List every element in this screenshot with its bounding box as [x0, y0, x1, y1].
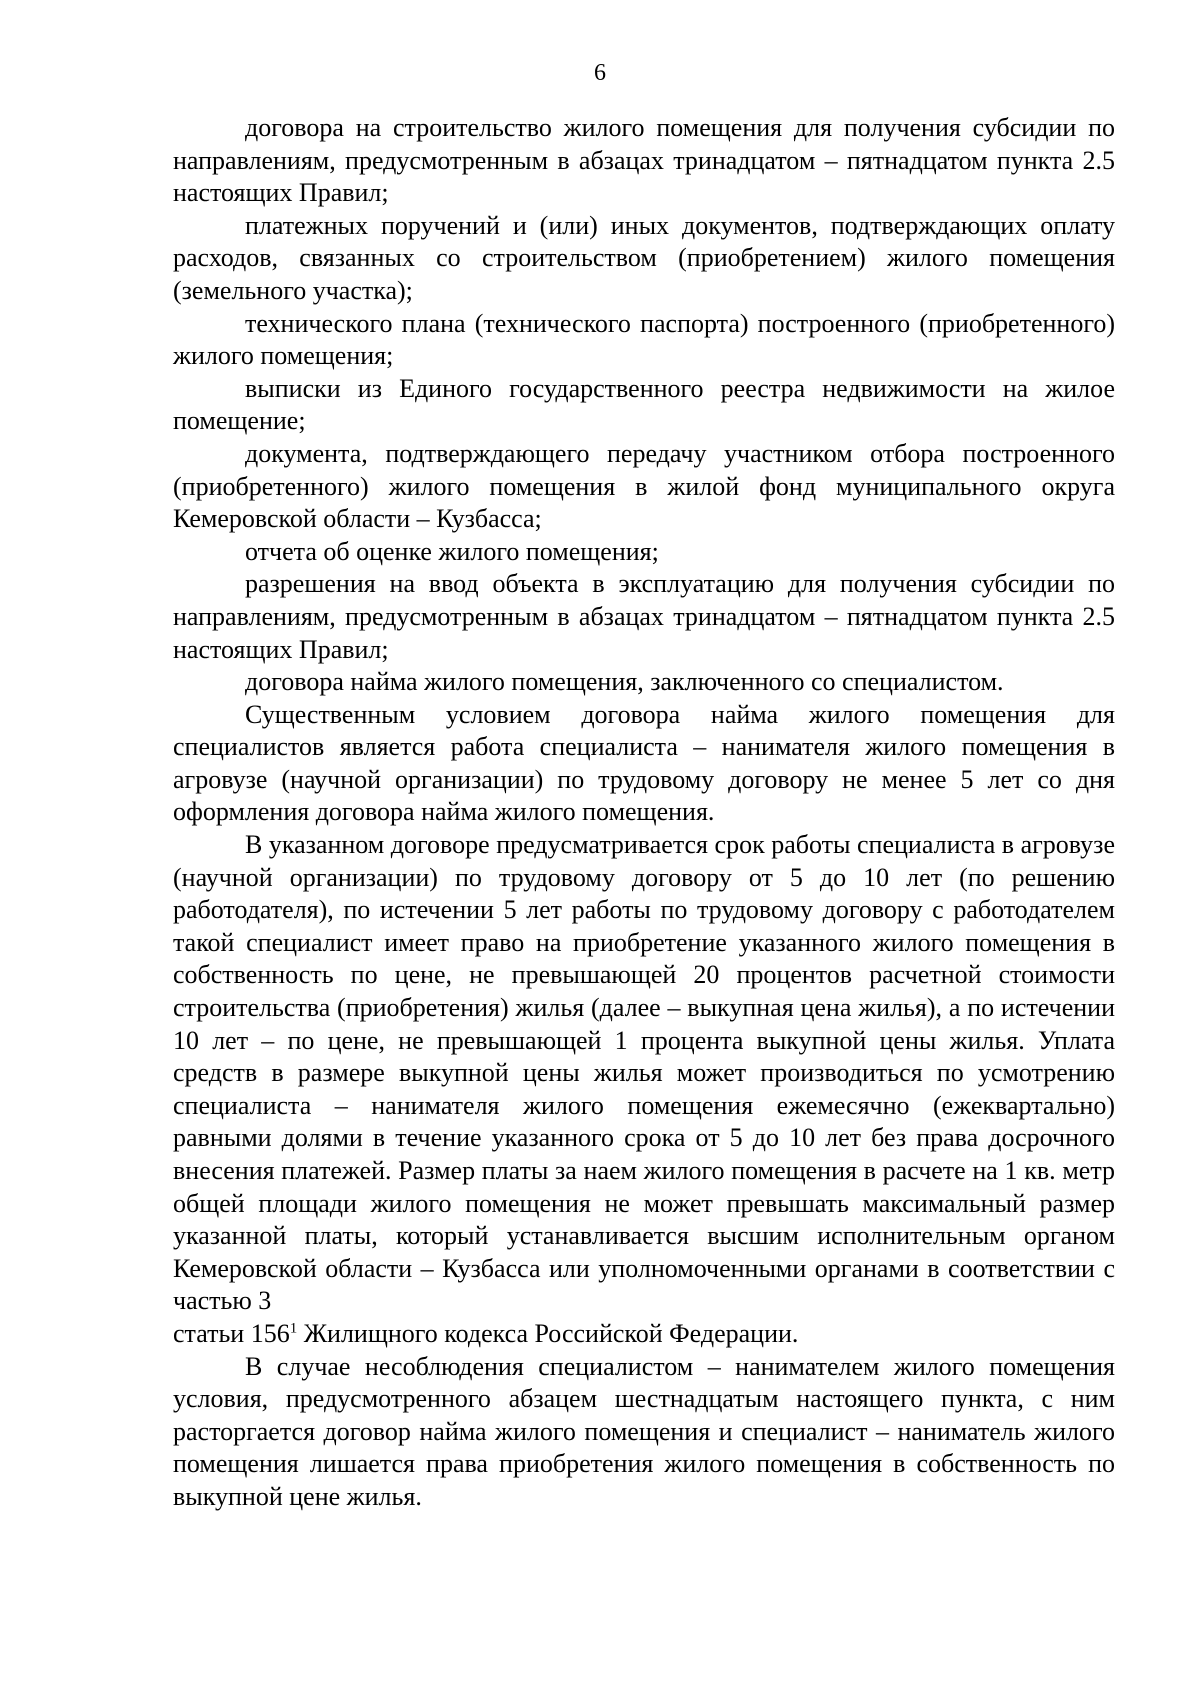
statute-superscript: 1 — [289, 1320, 298, 1337]
statute-prefix: статьи 156 — [173, 1318, 290, 1348]
page-number: 6 — [594, 60, 606, 86]
paragraph-valuation-report: отчета об оценке жилого помещения; — [245, 536, 659, 566]
paragraph-commissioning-permit: разрешения на ввод объекта в эксплуатацию для получения субсидии по направлениям, предусмотренным в абзацах тринадцатом – пятнадцатом пункта 2.5 настоящих Правил; — [173, 569, 1115, 664]
statute-reference — [173, 1319, 798, 1348]
statute-suffix: Жилищного кодекса Российской Федерации. — [297, 1318, 799, 1348]
paragraph-lease-contract: договора найма жилого помещения, заключенного со специалистом. — [245, 667, 1004, 697]
contract-terms-text: В указанном договоре предусматривается срок работы специалиста в агровузе (научной организации) по трудовому договору от 5 до 10 лет (по решению работодателя), по истечении 5 лет работы по трудовому договору с работодателем такой специалист имеет право на приобретение указанного жилого помещения в собственность по цене, не превышающей 20 процентов расчетной стоимости строительства (приобретения) жилья (далее – выкупная цена жилья), а по истечении 10 лет – по цене, не превышающей 1 процента выкупной цены жилья. Уплата средств в размере выкупной цены жилья может производиться по усмотрению специалиста – нанимателя жилого помещения ежемесячно (ежеквартально) равными долями в течение указанного срока от 5 до 10 лет без права досрочного внесения платежей. Размер платы за наем жилого помещения в расчете на 1 кв. метр общей площади жилого помещения не может превышать максимальный размер указанной платы, который устанавливается высшим исполнительным органом Кемеровской области – Кузбасса или уполномоченными органами в соответствии с частью 3 — [173, 830, 1115, 1316]
paragraph-payment-orders: платежных поручений и (или) иных документов, подтверждающих оплату расходов, связанных со строительством (приобретением) жилого помещения (земельного участка); — [173, 210, 1115, 305]
paragraph-registry-extract: выписки из Единого государственного реестра недвижимости на жилое помещение; — [173, 373, 1115, 436]
paragraph-construction-contract: договора на строительство жилого помещения для получения субсидии по направлениям, предусмотренным в абзацах тринадцатом – пятнадцатом пункта 2.5 настоящих Правил; — [173, 113, 1115, 208]
paragraph-contract-terms — [173, 829, 1115, 1351]
paragraph-noncompliance: В случае несоблюдения специалистом – нанимателем жилого помещения условия, предусмотренного абзацем шестнадцатым настоящего пункта, с ним расторгается договор найма жилого помещения и специалист – наниматель жилого помещения лишается права приобретения жилого помещения в собственность по выкупной цене жилья. — [173, 1351, 1115, 1511]
paragraph-technical-plan: технического плана (технического паспорта) построенного (приобретенного) жилого помещения; — [173, 308, 1115, 371]
paragraph-essential-condition: Существенным условием договора найма жилого помещения для специалистов является работа специалиста – нанимателя жилого помещения в агровузе (научной организации) по трудовому договору не менее 5 лет со дня оформления договора найма жилого помещения. — [173, 699, 1115, 827]
document-body — [173, 112, 1115, 1514]
paragraph-transfer-document: документа, подтверждающего передачу участником отбора построенного (приобретенного) жилого помещения в жилой фонд муниципального округа Кемеровской области – Кузбасса; — [173, 438, 1115, 534]
